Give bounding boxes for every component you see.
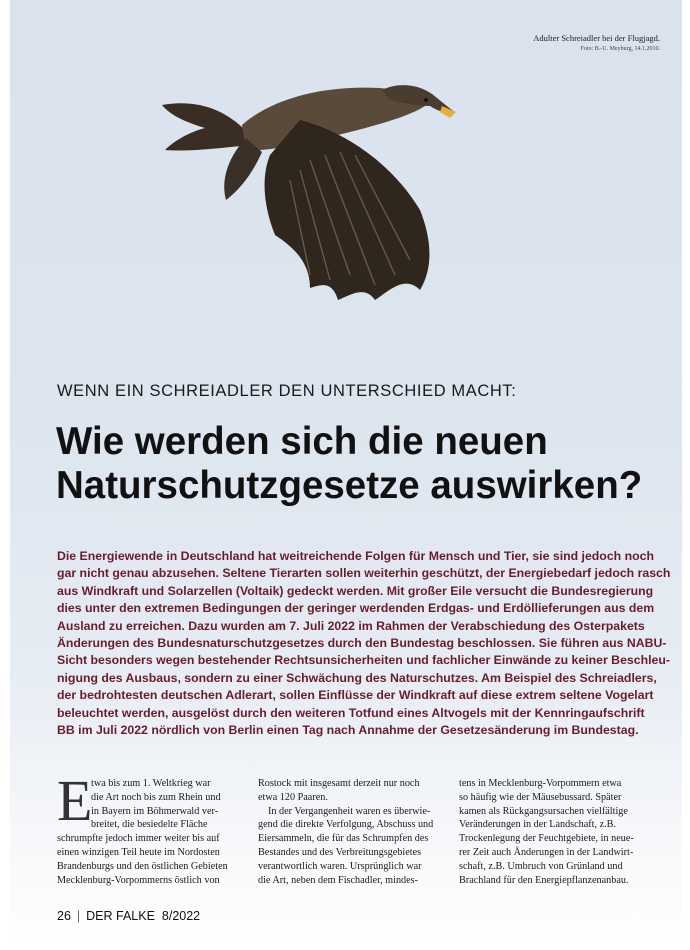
magazine-page	[10, 0, 682, 950]
headline-line-1: Wie werden sich die neuen	[56, 420, 548, 463]
eagle-near-wing	[265, 120, 430, 300]
body-line: Bestandes und des Verbreitungsgebietes	[258, 846, 422, 858]
body-line: so häufig wie der Mäusebussard. Später	[459, 791, 622, 803]
body-line: schrumpfte jedoch immer weiter bis auf	[57, 833, 220, 845]
caption-credit: Foto: B.-U. Meyburg, 14.1.2010.	[580, 46, 660, 52]
photo-caption	[533, 33, 660, 52]
caption-title: Adulter Schreiadler bei der Flugjagd.	[533, 33, 660, 43]
magazine-name: DER FALKE	[86, 909, 155, 923]
headline-line-2: Naturschutzgesetze auswirken?	[56, 464, 643, 507]
body-line: schaft, z.B. Umbruch von Grünland und	[459, 860, 623, 872]
article-lead	[57, 548, 671, 739]
issue-number: 8/2022	[161, 909, 201, 923]
body-line: etwa 120 Paaren.	[258, 791, 328, 803]
body-line: kamen als Rückgangsursachen vielfältige	[459, 805, 628, 817]
body-line: twa bis zum 1. Weltkrieg war	[91, 778, 211, 789]
body-line: die Art noch bis zum Rhein und	[91, 791, 221, 803]
page-number: 26	[57, 909, 71, 923]
body-line: Veränderungen in der Landschaft, z.B.	[459, 819, 616, 831]
lead-line: BB im Juli 2022 nördlich von Berlin einen Tag nach Annahme der Gesetzesänderung im Bundestag.	[57, 723, 639, 738]
lead-line: dies unter den extremen Bedingungen der geringer werdenden Erdgas- und Erdöllieferungen aus dem	[57, 601, 655, 616]
body-line: tens in Mecklenburg-Vorpommern etwa	[459, 778, 622, 789]
eagle-far-wing	[162, 103, 250, 150]
article-headline	[56, 420, 666, 508]
article-kicker: WENN EIN SCHREIADLER DEN UNTERSCHIED MACHT:	[57, 382, 517, 400]
body-line: Rostock mit insgesamt derzeit nur noch	[258, 778, 420, 789]
body-column-3	[459, 777, 637, 887]
eagle-photo	[150, 60, 470, 310]
body-line: einen winzigen Teil heute im Nordosten	[57, 846, 220, 858]
body-line: gend die direkte Verfolgung, Abschuss und	[258, 819, 434, 831]
lead-line: der bedrohtesten deutschen Adlerart, sollen Einflüsse der Windkraft auf diese extrem seltene Vogelart	[57, 688, 654, 703]
eagle-eye	[424, 98, 428, 102]
body-line: rer Zeit auch Änderungen in der Landwirt-	[459, 846, 634, 858]
body-line: In der Vergangenheit waren es überwie-	[268, 805, 431, 817]
body-line: die Art, neben dem Fischadler, mindes-	[258, 874, 419, 886]
body-line: breitet, die besiedelte Fläche	[91, 819, 208, 831]
body-line: Brandenburgs und den östlichen Gebieten	[57, 860, 228, 872]
body-line: in Bayern im Böhmerwald ver-	[91, 805, 219, 817]
body-column-1	[57, 777, 235, 887]
lead-line: gar nicht genau abzusehen. Seltene Tierarten sollen weiterhin geschützt, der Energiebedarf jedoch rasch	[57, 566, 671, 581]
body-line: Eiersammeln, die für das Schrumpfen des	[258, 833, 429, 845]
lead-line: Sicht besonders wegen bestehender Rechtsunsicherheiten und fachlicher Einwände zu keiner Beschleu-	[57, 653, 670, 668]
lead-line: nigung des Ausbaus, sondern zu einer Schwächung des Naturschutzes. Am Beispiel des Schreiadlers,	[57, 670, 657, 685]
lead-line: Die Energiewende in Deutschland hat weitreichende Folgen für Mensch und Tier, sie sind jedoch noch	[57, 549, 654, 563]
lead-line: Änderungen des Bundesnaturschutzgesetzes durch den Bundestag beschlossen. Sie führen aus NABU-	[57, 636, 667, 651]
body-column-2	[258, 777, 436, 887]
lead-line: aus Windkraft und Solarzellen (Voltaik) gedeckt werden. Mit großer Eile versucht die Bundesregierung	[57, 583, 654, 598]
lead-line: beleuchtet werden, ausgelöst durch den weiteren Totfund eines Altvogels mit der Kennringaufschrift	[57, 705, 645, 720]
body-line: Brachland für den Energiepflanzenanbau.	[459, 874, 629, 886]
body-line: Trockenlegung der Feuchtgebiete, in neue-	[459, 833, 634, 845]
body-line: verantwortlich waren. Ursprünglich war	[258, 860, 422, 872]
eagle-tail	[224, 138, 262, 200]
page-footer	[57, 909, 200, 923]
body-line: Mecklenburg-Vorpommerns östlich von	[57, 874, 220, 886]
footer-separator: |	[76, 909, 81, 923]
lead-line: Ausland zu erreichen. Dazu wurden am 7. Juli 2022 im Rahmen der Verabschiedung des Osterpakets	[57, 618, 645, 633]
drop-cap: E	[57, 768, 93, 833]
